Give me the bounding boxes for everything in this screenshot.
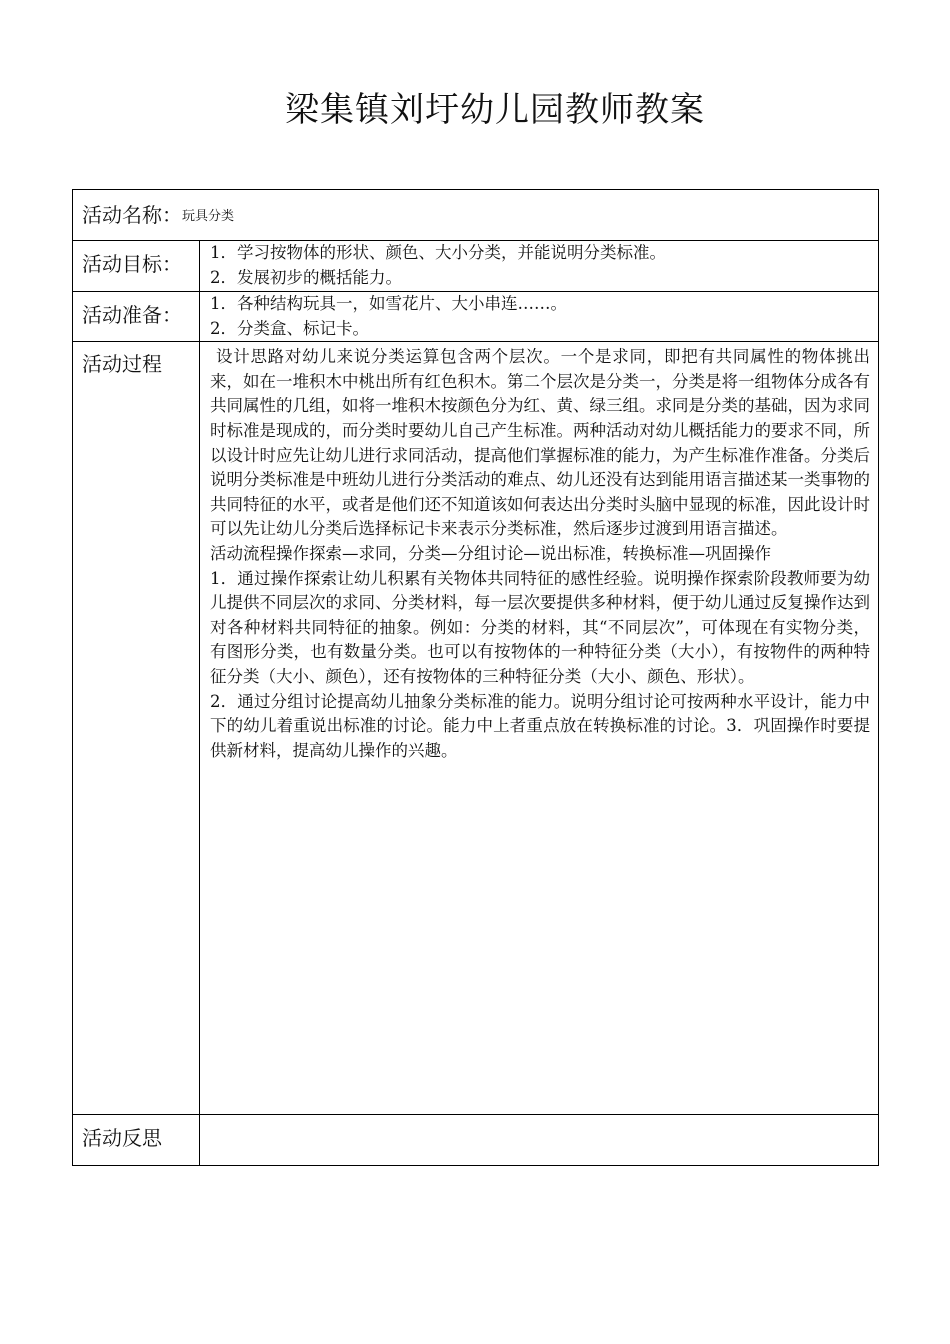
activity-goal-label: 活动目标： — [73, 241, 200, 292]
activity-name-row — [73, 190, 879, 241]
activity-goal-row — [73, 241, 879, 292]
activity-prep-row — [73, 292, 879, 342]
activity-name-label: 活动名称： — [82, 203, 182, 227]
activity-name-cell — [73, 190, 879, 241]
page-title: 梁集镇刘圩幼儿园教师教案 — [285, 90, 705, 130]
process-paragraph: 2．通过分组讨论提高幼儿抽象分类标准的能力。说明分组讨论可按两种水平设计，能力中下的幼儿着重说出标准的讨论。能力中上者重点放在转换标准的讨论。3．巩固操作时要提供新材料，提高幼儿操作的兴趣。 — [210, 691, 871, 760]
activity-name-value: 玩具分类 — [182, 209, 235, 224]
process-paragraph: 活动流程操作探索—求同，分类—分组讨论—说出标准，转换标准—巩固操作 — [210, 543, 771, 563]
goal-line: 1．学习按物体的形状、颜色、大小分类，并能说明分类标准。 — [210, 243, 666, 262]
activity-process-content — [200, 342, 879, 1115]
activity-goal-content — [200, 241, 879, 292]
process-paragraph: 1．通过操作探索让幼儿积累有关物体共同特征的感性经验。说明操作探索阶段教师要为幼儿提供不同层次的求同、分类材料，每一层次要提供多种材料，便于幼儿通过反复操作达到对各种材料共同特征的抽象。例如：分类的材料，其“不同层次”，可体现在有实物分类，有图形分类，也有数量分类。也可以有按物体的一种特征分类（大小），有按物件的两种特征分类（大小、颜色），还有按物体的三种特征分类（大小、颜色、形状）。 — [210, 568, 871, 686]
activity-reflection-label: 活动反思 — [73, 1115, 200, 1166]
activity-process-row — [73, 342, 879, 1115]
activity-prep-content — [200, 292, 879, 342]
goal-line: 2．发展初步的概括能力。 — [210, 267, 402, 287]
activity-reflection-row — [73, 1115, 879, 1166]
activity-prep-label: 活动准备： — [73, 292, 200, 342]
lesson-plan-table — [72, 189, 879, 1166]
prep-line: 2．分类盒、标记卡。 — [210, 318, 369, 338]
activity-process-label: 活动过程 — [73, 342, 200, 1115]
prep-line: 1．各种结构玩具一，如雪花片、大小串连……。 — [210, 294, 567, 313]
activity-reflection-content — [200, 1115, 879, 1166]
process-paragraph: 设计思路对幼儿来说分类运算包含两个层次。一个是求同，即把有共同属性的物体挑出来，如在一堆积木中桃出所有红色积木。第二个层次是分类一，分类是将一组物体分成各有共同属性的几组，如将一堆积木按颜色分为红、黄、绿三组。求同是分类的基础，因为求同时标准是现成的，而分类时要幼儿自己产生标准。两种活动对幼儿概括能力的要求不同，所以设计时应先让幼儿进行求同活动，提高他们掌握标准的能力，为产生标准作准备。分类后说明分类标准是中班幼儿进行分类活动的难点、幼儿还没有达到能用语言描述某一类事物的共同特征的水平，或者是他们还不知道该如何表达出分类时头脑中显现的标准，因此设计时可以先让幼儿分类后选择标记卡来表示分类标准，然后逐步过渡到用语言描述。 — [210, 347, 871, 539]
